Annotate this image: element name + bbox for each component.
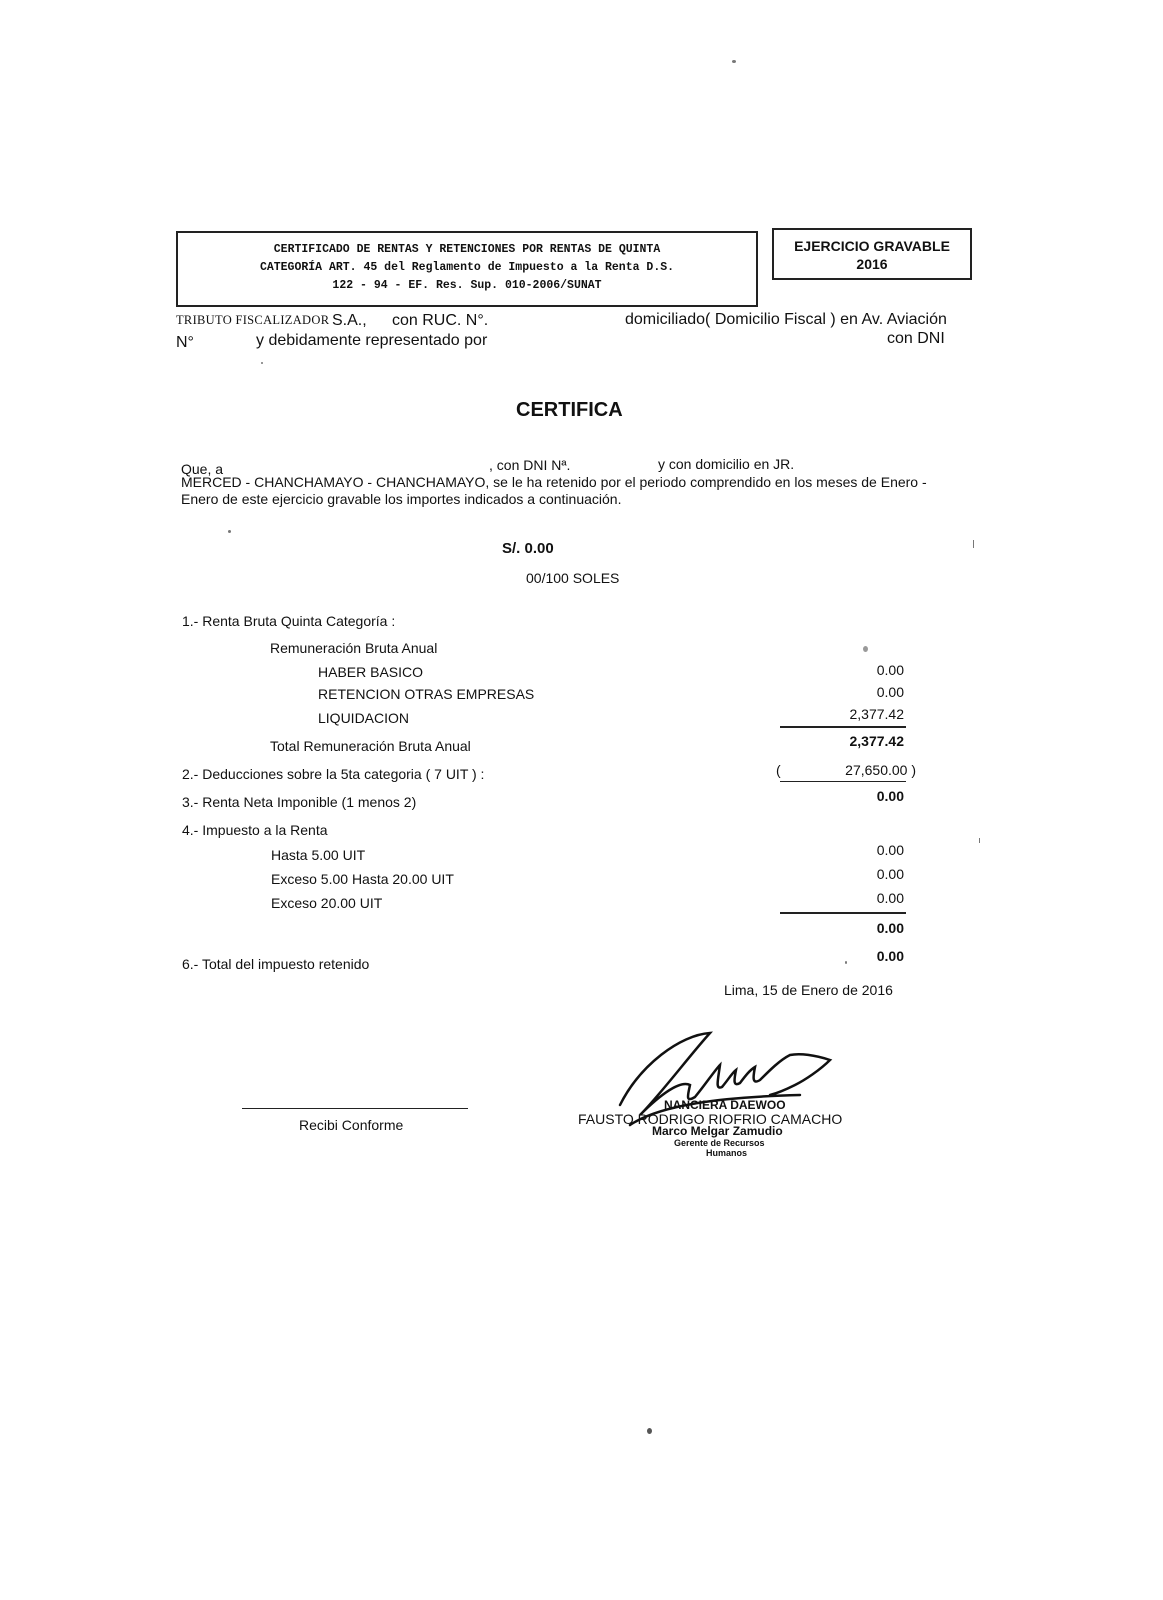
company-suffix: S.A., xyxy=(332,312,367,329)
impuesto-subtotal-value: 0.00 xyxy=(876,920,904,936)
ejercicio-label: EJERCICIO GRAVABLE xyxy=(794,238,950,254)
ejercicio-gravable-box xyxy=(772,228,972,280)
company-name: TRIBUTO FISCALIZADOR xyxy=(176,313,330,327)
subtotal-rule xyxy=(780,726,906,728)
exceso2-value: 0.00 xyxy=(876,890,904,906)
retencion-label: RETENCION OTRAS EMPRESAS xyxy=(318,686,535,702)
deducciones-underline xyxy=(780,781,906,782)
scan-speck xyxy=(647,1428,652,1434)
represented-by: y debidamente representado por xyxy=(256,332,488,349)
scan-speck xyxy=(732,60,736,63)
scan-speck xyxy=(228,530,231,533)
recibi-conforme-label: Recibi Conforme xyxy=(299,1117,404,1133)
title-line-3: 122 - 94 - EF. Res. Sup. 010-2006/SUNAT xyxy=(332,279,602,292)
line2-start: N° xyxy=(176,334,194,351)
deducciones-label: 2.- Deducciones sobre la 5ta categoria ( 7 UIT ) : xyxy=(182,766,485,782)
stamp-title-2: Humanos xyxy=(706,1148,748,1158)
dni-text: , con DNI Nª. xyxy=(489,457,571,473)
exceso2-label: Exceso 20.00 UIT xyxy=(271,895,383,911)
retencion-value: 0.00 xyxy=(876,684,904,700)
exceso1-label: Exceso 5.00 Hasta 20.00 UIT xyxy=(271,871,454,887)
haber-basico-value: 0.00 xyxy=(876,662,904,678)
renta-neta-value: 0.00 xyxy=(876,788,904,804)
domicile-text: domiciliado( Domicilio Fiscal ) en Av. Aviación xyxy=(625,311,947,328)
certifica-title: CERTIFICA xyxy=(516,399,623,421)
deducciones-open-paren: ( xyxy=(776,762,781,778)
liquidacion-label: LIQUIDACION xyxy=(318,710,410,726)
deducciones-value: 27,650.00 ) xyxy=(845,762,916,778)
stamp-title-1: Gerente de Recursos xyxy=(674,1138,765,1148)
title-line-1: CERTIFICADO DE RENTAS Y RETENCIONES POR RENTAS DE QUINTA xyxy=(273,243,661,256)
certificate-title-box xyxy=(176,231,758,307)
amount-value: S/. 0.00 xyxy=(502,540,554,557)
signer-name: FAUSTO RODRIGO RIOFRIO CAMACHO xyxy=(578,1111,843,1127)
amount-words: 00/100 SOLES xyxy=(526,570,620,586)
scan-speck xyxy=(973,540,974,548)
impuesto-label: 4.- Impuesto a la Renta xyxy=(182,822,328,838)
paragraph-line-2: MERCED - CHANCHAMAYO - CHANCHAMAYO, se le ha retenido por el periodo comprendido en los meses de Enero - xyxy=(181,474,927,490)
total-retenido-label: 6.- Total del impuesto retenido xyxy=(182,956,370,972)
ruc-label: con RUC. N°. xyxy=(392,312,489,329)
scan-speck xyxy=(845,961,847,964)
stamp-company: NANCIERA DAEWOO xyxy=(664,1098,786,1112)
renta-bruta-label: 1.- Renta Bruta Quinta Categoría : xyxy=(182,613,396,629)
dni-label: con DNI xyxy=(887,330,945,347)
total-remuneracion-value: 2,377.42 xyxy=(849,733,904,749)
hasta-value: 0.00 xyxy=(876,842,904,858)
recibi-signature-line xyxy=(242,1108,468,1109)
stamp-name: Marco Melgar Zamudio xyxy=(652,1124,783,1138)
total-remuneracion-label: Total Remuneración Bruta Anual xyxy=(270,738,471,754)
ejercicio-year: 2016 xyxy=(856,256,888,272)
scan-speck xyxy=(979,838,980,843)
remuneracion-label: Remuneración Bruta Anual xyxy=(270,640,438,656)
certificate-title xyxy=(178,241,756,295)
total-retenido-value: 0.00 xyxy=(876,948,904,964)
que-text: Que, a xyxy=(181,461,224,477)
liquidacion-value: 2,377.42 xyxy=(849,706,904,722)
title-line-2: CATEGORÍA ART. 45 del Reglamento de Impuesto a la Renta D.S. xyxy=(259,261,675,274)
exceso1-value: 0.00 xyxy=(876,866,904,882)
hasta-label: Hasta 5.00 UIT xyxy=(271,847,366,863)
speck-mark xyxy=(261,362,263,364)
impuesto-rule xyxy=(780,912,906,914)
date-line: Lima, 15 de Enero de 2016 xyxy=(724,982,893,998)
haber-basico-label: HABER BASICO xyxy=(318,664,424,680)
paragraph-line-3: Enero de este ejercicio gravable los importes indicados a continuación. xyxy=(181,491,622,507)
domicilio-text: y con domicilio en JR. xyxy=(658,456,795,472)
renta-neta-label: 3.- Renta Neta Imponible (1 menos 2) xyxy=(182,794,417,810)
scan-speck xyxy=(863,646,868,652)
